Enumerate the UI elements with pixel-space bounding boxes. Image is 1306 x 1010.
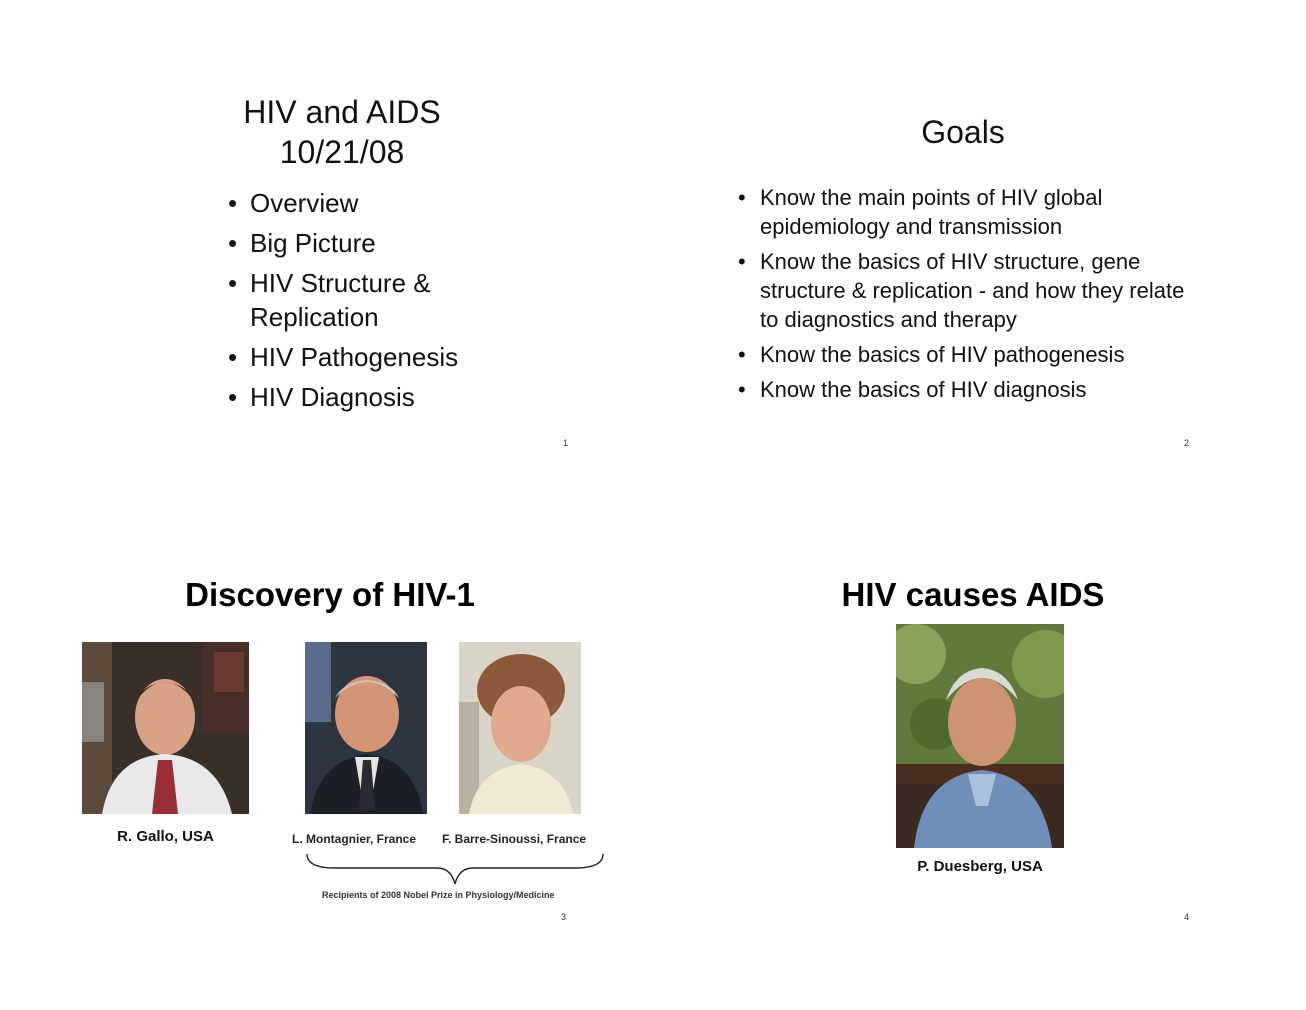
gallo-photo — [82, 642, 249, 814]
caption-duesberg: P. Duesberg, USA — [917, 858, 1043, 875]
slide-1-title-line1: HIV and AIDS — [243, 94, 441, 130]
duesberg-photo — [896, 624, 1064, 848]
slide-2 — [653, 0, 1293, 480]
montagnier-photo — [305, 642, 427, 814]
slide-2-bullet-list — [738, 183, 1188, 410]
slide-4 — [653, 500, 1293, 980]
caption-gallo: R. Gallo, USA — [117, 828, 214, 845]
caption-barre-sinoussi: F. Barre-Sinoussi, France — [442, 832, 587, 846]
page-number: 3 — [561, 912, 567, 922]
bullet-item: • Overview — [228, 186, 518, 220]
bullet-item: • Know the basics of HIV diagnosis — [738, 375, 1188, 404]
barre-sinoussi-photo — [459, 642, 581, 814]
bullet-item: • HIV Pathogenesis — [228, 340, 518, 374]
slide-1-bullet-list — [228, 186, 518, 420]
bullet-item: • HIV Diagnosis — [228, 380, 518, 414]
bullet-item: • Know the basics of HIV pathogenesis — [738, 340, 1188, 369]
slide-4-title: HIV causes AIDS — [841, 576, 1105, 613]
bullet-item: • Know the basics of HIV structure, gene structure & replication - and how they relate to diagnostics and therapy — [738, 247, 1188, 334]
page-number: 4 — [1184, 912, 1190, 922]
slide-3-title: Discovery of HIV-1 — [185, 576, 475, 613]
duesberg-portrait — [896, 624, 1064, 848]
gallo-portrait — [82, 642, 249, 814]
slide-1 — [0, 0, 640, 480]
page-number: 1 — [563, 438, 569, 448]
slide-1-title — [200, 92, 484, 172]
bullet-item: • Know the main points of HIV global epidemiology and transmission — [738, 183, 1188, 241]
bullet-item: • Big Picture — [228, 226, 518, 260]
slide-3 — [0, 500, 640, 980]
montagnier-portrait — [305, 642, 427, 814]
caption-montagnier: L. Montagnier, France — [292, 832, 417, 846]
nobel-note: Recipients of 2008 Nobel Prize in Physiology/Medicine — [322, 890, 555, 900]
slide-2-title: Goals — [921, 114, 1005, 150]
slide-1-title-line2: 10/21/08 — [279, 134, 405, 170]
barre-sinoussi-portrait — [459, 642, 581, 814]
grouping-brace — [305, 850, 605, 890]
bullet-item: • HIV Structure & Replication — [228, 266, 518, 334]
page-number: 2 — [1184, 438, 1190, 448]
